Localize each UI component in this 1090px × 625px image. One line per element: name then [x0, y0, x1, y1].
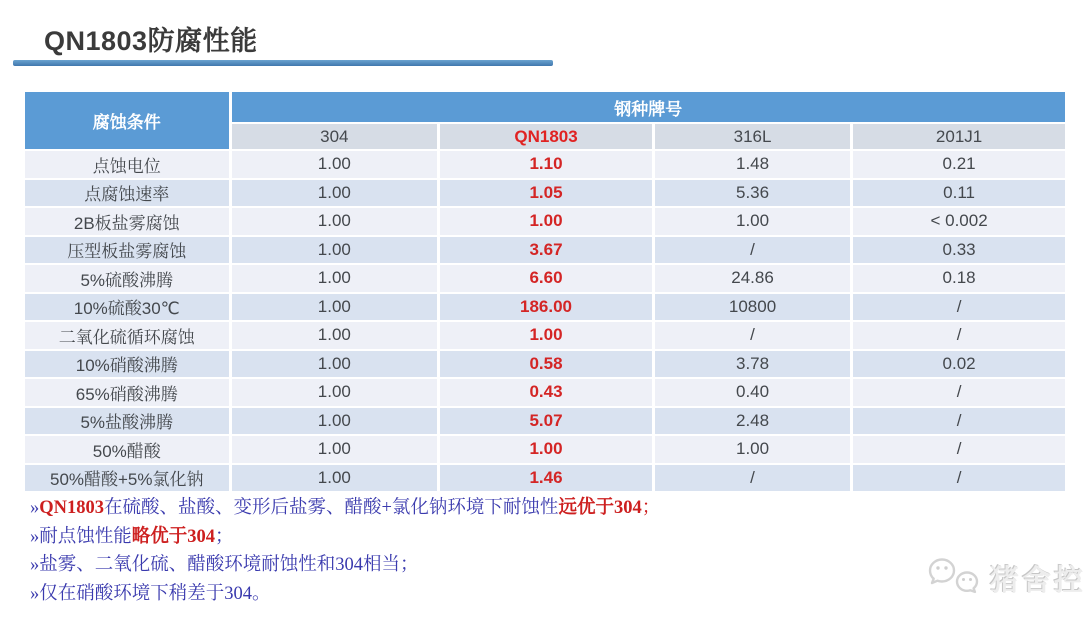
table-row — [25, 237, 1065, 264]
column-header-304: 304 — [232, 124, 438, 149]
table-cell: / — [655, 465, 850, 492]
table-cell: 1.46 — [440, 465, 652, 492]
table-cell: 0.18 — [853, 265, 1065, 292]
row-label: 5%硫酸沸腾 — [25, 265, 229, 292]
note-line — [30, 580, 660, 609]
table-cell: 1.10 — [440, 151, 652, 178]
row-label: 2B板盐雾腐蚀 — [25, 208, 229, 235]
corrosion-performance-table — [22, 90, 1068, 493]
table-cell: 0.11 — [853, 180, 1065, 207]
table-cell: 1.00 — [655, 208, 850, 235]
table-cell: 1.05 — [440, 180, 652, 207]
table-row — [25, 208, 1065, 235]
table-row — [25, 408, 1065, 435]
table-cell: 5.07 — [440, 408, 652, 435]
table-cell: / — [853, 294, 1065, 321]
table-row — [25, 180, 1065, 207]
table-cell: / — [853, 322, 1065, 349]
note-line — [30, 551, 660, 580]
table-cell: 0.02 — [853, 351, 1065, 378]
table-cell: 1.00 — [232, 351, 438, 378]
title-underline — [13, 60, 553, 66]
row-label: 50%醋酸+5%氯化钠 — [25, 465, 229, 492]
table-cell: 1.00 — [232, 465, 438, 492]
note-segment: ； — [641, 498, 661, 518]
wechat-logo-icon — [928, 556, 984, 600]
table-cell: 1.00 — [232, 408, 438, 435]
group-header: 钢种牌号 — [232, 92, 1065, 122]
group-header-row — [25, 92, 1065, 122]
table-cell: / — [853, 465, 1065, 492]
row-label: 压型板盐雾腐蚀 — [25, 237, 229, 264]
table-cell: 0.40 — [655, 379, 850, 406]
table-cell: 5.36 — [655, 180, 850, 207]
row-label: 二氧化硫循环腐蚀 — [25, 322, 229, 349]
row-label: 50%醋酸 — [25, 436, 229, 463]
table-cell: 0.43 — [440, 379, 652, 406]
table-cell: / — [655, 237, 850, 264]
row-label: 点蚀电位 — [25, 151, 229, 178]
table-cell: 6.60 — [440, 265, 652, 292]
table-cell: 1.00 — [232, 208, 438, 235]
table-cell: 24.86 — [655, 265, 850, 292]
table-cell: / — [853, 408, 1065, 435]
table-cell: 1.00 — [232, 436, 438, 463]
table-cell: 3.67 — [440, 237, 652, 264]
note-segment: 在硫酸、盐酸、变形后盐雾、醋酸+氯化钠环境下耐蚀性 — [104, 498, 559, 518]
table-cell: 1.00 — [440, 208, 652, 235]
table-cell: 1.00 — [440, 322, 652, 349]
table-row — [25, 465, 1065, 492]
table-row — [25, 379, 1065, 406]
note-segment: 远优于304 — [558, 498, 642, 518]
row-label: 10%硫酸30℃ — [25, 294, 229, 321]
table-row — [25, 322, 1065, 349]
note-segment: ； — [215, 526, 234, 547]
table-cell: 1.00 — [232, 294, 438, 321]
table-cell: 1.00 — [232, 265, 438, 292]
table-cell: 1.00 — [655, 436, 850, 463]
row-label: 65%硝酸沸腾 — [25, 379, 229, 406]
table-cell: 1.00 — [232, 151, 438, 178]
corner-header: 腐蚀条件 — [25, 92, 229, 149]
note-segment: »仅在硝酸环境下稍差于304。 — [30, 583, 271, 604]
table-cell: 1.00 — [440, 436, 652, 463]
table-cell: 0.58 — [440, 351, 652, 378]
table-row — [25, 151, 1065, 178]
table-cell: 1.48 — [655, 151, 850, 178]
column-header-201j1: 201J1 — [853, 124, 1065, 149]
column-header-316l: 316L — [655, 124, 850, 149]
table-cell: 3.78 — [655, 351, 850, 378]
table-cell: 10800 — [655, 294, 850, 321]
table-body — [25, 151, 1065, 491]
table-cell: 1.00 — [232, 237, 438, 264]
table-cell: 2.48 — [655, 408, 850, 435]
table-cell: 186.00 — [440, 294, 652, 321]
table-cell: 1.00 — [232, 322, 438, 349]
table-cell: < 0.002 — [853, 208, 1065, 235]
page-title: QN1803防腐性能 — [44, 26, 258, 56]
note-line — [30, 523, 660, 552]
table-cell: 1.00 — [232, 379, 438, 406]
note-segment: » — [30, 498, 40, 518]
row-label: 5%盐酸沸腾 — [25, 408, 229, 435]
watermark-text: 猪舍控 — [990, 564, 1087, 597]
note-line — [30, 494, 660, 523]
table-row — [25, 436, 1065, 463]
table-row — [25, 351, 1065, 378]
table-cell: / — [853, 379, 1065, 406]
note-segment: QN1803 — [39, 498, 104, 518]
table-cell: / — [655, 322, 850, 349]
table-row — [25, 265, 1065, 292]
watermark — [928, 556, 1086, 600]
notes-list — [30, 494, 660, 608]
column-header-qn1803: QN1803 — [440, 124, 652, 149]
row-label: 10%硝酸沸腾 — [25, 351, 229, 378]
note-segment: »盐雾、二氧化硫、醋酸环境耐蚀性和304相当； — [30, 555, 419, 575]
table-cell: / — [853, 436, 1065, 463]
table-cell: 0.21 — [853, 151, 1065, 178]
row-label: 点腐蚀速率 — [25, 180, 229, 207]
table-row — [25, 294, 1065, 321]
note-segment: »耐点蚀性能 — [30, 526, 132, 547]
table-cell: 1.00 — [232, 180, 438, 207]
note-segment: 略优于304 — [131, 526, 216, 547]
table-cell: 0.33 — [853, 237, 1065, 264]
